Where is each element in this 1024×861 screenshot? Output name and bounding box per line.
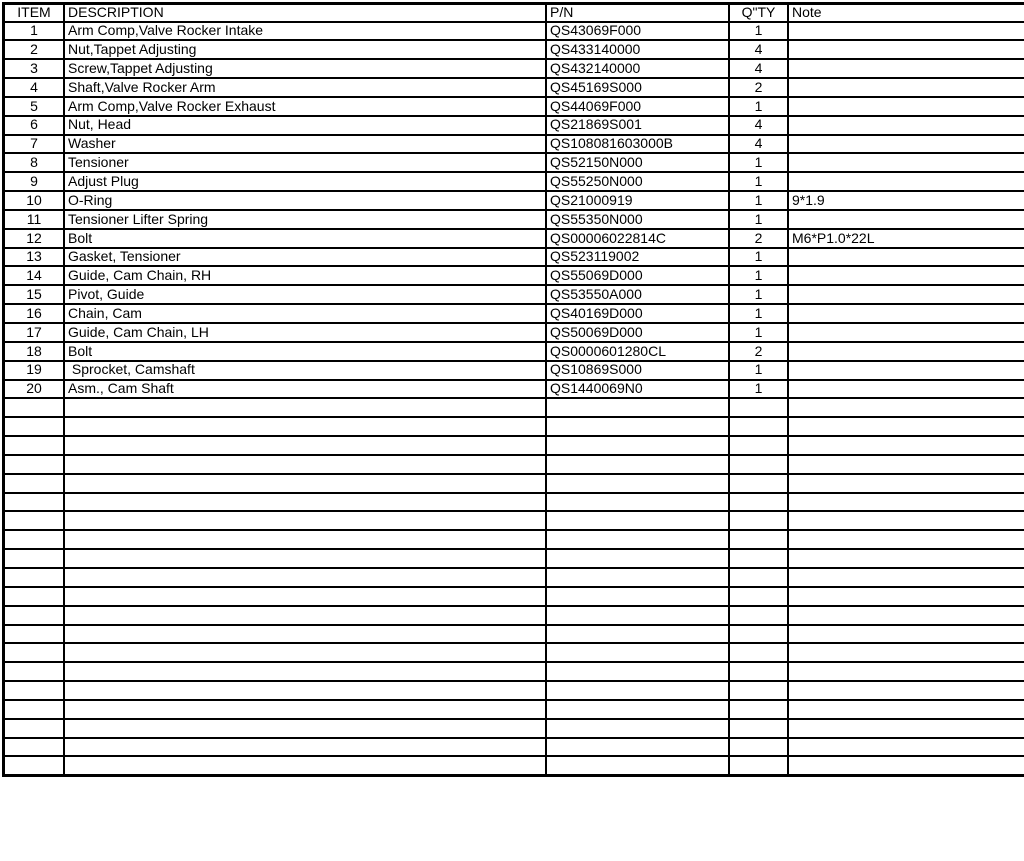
empty-cell <box>788 700 1024 719</box>
empty-cell <box>546 756 729 775</box>
empty-cell <box>729 455 788 474</box>
cell-qty: 1 <box>729 153 788 172</box>
empty-cell <box>729 681 788 700</box>
cell-qty: 1 <box>729 304 788 323</box>
empty-cell <box>788 398 1024 417</box>
empty-cell <box>729 625 788 644</box>
empty-row <box>4 587 1024 606</box>
empty-cell <box>546 738 729 757</box>
cell-note <box>788 78 1024 97</box>
table-row <box>4 229 1024 248</box>
empty-cell <box>729 417 788 436</box>
empty-cell <box>788 549 1024 568</box>
cell-item: 4 <box>4 78 65 97</box>
table-row <box>4 22 1024 41</box>
empty-row <box>4 681 1024 700</box>
empty-cell <box>546 643 729 662</box>
cell-qty: 1 <box>729 266 788 285</box>
cell-item: 12 <box>4 229 65 248</box>
cell-item: 14 <box>4 266 65 285</box>
parts-table <box>2 2 1024 777</box>
cell-item: 1 <box>4 22 65 41</box>
empty-cell <box>546 587 729 606</box>
cell-note <box>788 342 1024 361</box>
empty-cell <box>729 756 788 775</box>
cell-description: Screw,Tappet Adjusting <box>64 59 546 78</box>
empty-cell <box>788 511 1024 530</box>
empty-cell <box>4 436 65 455</box>
empty-cell <box>729 549 788 568</box>
cell-item: 11 <box>4 210 65 229</box>
empty-cell <box>64 493 546 512</box>
column-header-qty: Q"TY <box>729 4 788 22</box>
cell-description: Tensioner Lifter Spring <box>64 210 546 229</box>
empty-cell <box>64 474 546 493</box>
empty-row <box>4 568 1024 587</box>
empty-row <box>4 662 1024 681</box>
empty-cell <box>4 511 65 530</box>
cell-qty: 2 <box>729 342 788 361</box>
empty-cell <box>729 511 788 530</box>
empty-row <box>4 549 1024 568</box>
cell-description: Bolt <box>64 342 546 361</box>
empty-cell <box>729 719 788 738</box>
empty-cell <box>546 606 729 625</box>
cell-pn: QS433140000 <box>546 40 729 59</box>
cell-item: 2 <box>4 40 65 59</box>
empty-row <box>4 398 1024 417</box>
empty-cell <box>729 738 788 757</box>
empty-cell <box>729 530 788 549</box>
column-header-note: Note <box>788 4 1024 22</box>
cell-pn: QS523119002 <box>546 248 729 267</box>
cell-qty: 1 <box>729 323 788 342</box>
column-header-description: DESCRIPTION <box>64 4 546 22</box>
empty-cell <box>4 549 65 568</box>
cell-pn: QS40169D000 <box>546 304 729 323</box>
parts-table-header <box>4 4 1024 22</box>
empty-cell <box>788 719 1024 738</box>
table-row <box>4 248 1024 267</box>
empty-row <box>4 643 1024 662</box>
empty-cell <box>729 662 788 681</box>
cell-pn: QS21000919 <box>546 191 729 210</box>
table-row <box>4 191 1024 210</box>
empty-cell <box>4 530 65 549</box>
empty-cell <box>4 455 65 474</box>
cell-note <box>788 135 1024 154</box>
cell-description: Chain, Cam <box>64 304 546 323</box>
cell-description: Nut, Head <box>64 116 546 135</box>
empty-row <box>4 530 1024 549</box>
table-row <box>4 304 1024 323</box>
cell-qty: 4 <box>729 135 788 154</box>
table-row <box>4 380 1024 399</box>
cell-note <box>788 304 1024 323</box>
cell-item: 20 <box>4 380 65 399</box>
cell-description: Arm Comp,Valve Rocker Exhaust <box>64 97 546 116</box>
empty-row <box>4 700 1024 719</box>
empty-cell <box>546 662 729 681</box>
empty-cell <box>546 474 729 493</box>
empty-cell <box>64 436 546 455</box>
empty-cell <box>788 530 1024 549</box>
cell-description: Gasket, Tensioner <box>64 248 546 267</box>
cell-qty: 1 <box>729 361 788 380</box>
table-row <box>4 172 1024 191</box>
cell-description: Sprocket, Camshaft <box>64 361 546 380</box>
empty-cell <box>64 455 546 474</box>
cell-pn: QS00006022814C <box>546 229 729 248</box>
cell-pn: QS55250N000 <box>546 172 729 191</box>
empty-cell <box>4 587 65 606</box>
cell-item: 19 <box>4 361 65 380</box>
empty-cell <box>64 681 546 700</box>
cell-qty: 1 <box>729 248 788 267</box>
cell-pn: QS44069F000 <box>546 97 729 116</box>
cell-note <box>788 361 1024 380</box>
empty-cell <box>546 530 729 549</box>
table-row <box>4 116 1024 135</box>
cell-description: Bolt <box>64 229 546 248</box>
cell-qty: 1 <box>729 191 788 210</box>
cell-note <box>788 116 1024 135</box>
empty-cell <box>4 681 65 700</box>
cell-note <box>788 210 1024 229</box>
cell-description: Arm Comp,Valve Rocker Intake <box>64 22 546 41</box>
empty-row <box>4 719 1024 738</box>
empty-cell <box>546 511 729 530</box>
empty-cell <box>788 756 1024 775</box>
empty-cell <box>546 455 729 474</box>
empty-row <box>4 493 1024 512</box>
table-row <box>4 59 1024 78</box>
empty-cell <box>729 643 788 662</box>
cell-note <box>788 266 1024 285</box>
empty-row <box>4 756 1024 775</box>
cell-description: Guide, Cam Chain, LH <box>64 323 546 342</box>
empty-cell <box>788 455 1024 474</box>
cell-qty: 1 <box>729 172 788 191</box>
table-row <box>4 285 1024 304</box>
empty-cell <box>4 568 65 587</box>
cell-note <box>788 153 1024 172</box>
cell-qty: 1 <box>729 380 788 399</box>
empty-cell <box>546 417 729 436</box>
table-row <box>4 153 1024 172</box>
empty-cell <box>729 568 788 587</box>
cell-description: Tensioner <box>64 153 546 172</box>
cell-description: Shaft,Valve Rocker Arm <box>64 78 546 97</box>
empty-cell <box>546 625 729 644</box>
empty-cell <box>4 662 65 681</box>
empty-cell <box>729 493 788 512</box>
empty-cell <box>788 606 1024 625</box>
empty-cell <box>64 625 546 644</box>
cell-note <box>788 285 1024 304</box>
cell-pn: QS53550A000 <box>546 285 729 304</box>
cell-description: Adjust Plug <box>64 172 546 191</box>
cell-note <box>788 40 1024 59</box>
cell-pn: QS10869S000 <box>546 361 729 380</box>
cell-pn: QS0000601280CL <box>546 342 729 361</box>
table-row <box>4 323 1024 342</box>
empty-cell <box>729 436 788 455</box>
cell-pn: QS21869S001 <box>546 116 729 135</box>
empty-cell <box>788 587 1024 606</box>
empty-cell <box>546 568 729 587</box>
empty-cell <box>729 700 788 719</box>
empty-cell <box>64 587 546 606</box>
cell-note <box>788 22 1024 41</box>
empty-row <box>4 606 1024 625</box>
cell-note <box>788 172 1024 191</box>
cell-note <box>788 59 1024 78</box>
cell-description: Washer <box>64 135 546 154</box>
empty-cell <box>788 474 1024 493</box>
empty-cell <box>788 417 1024 436</box>
empty-cell <box>4 417 65 436</box>
cell-qty: 1 <box>729 210 788 229</box>
cell-pn: QS50069D000 <box>546 323 729 342</box>
cell-note: M6*P1.0*22L <box>788 229 1024 248</box>
empty-row <box>4 436 1024 455</box>
empty-cell <box>788 681 1024 700</box>
empty-cell <box>788 493 1024 512</box>
cell-description: Nut,Tappet Adjusting <box>64 40 546 59</box>
empty-cell <box>64 568 546 587</box>
table-row <box>4 78 1024 97</box>
empty-cell <box>788 643 1024 662</box>
cell-qty: 2 <box>729 229 788 248</box>
cell-note <box>788 97 1024 116</box>
cell-qty: 4 <box>729 40 788 59</box>
cell-qty: 2 <box>729 78 788 97</box>
empty-cell <box>546 436 729 455</box>
cell-item: 3 <box>4 59 65 78</box>
empty-row <box>4 474 1024 493</box>
cell-item: 13 <box>4 248 65 267</box>
cell-pn: QS108081603000B <box>546 135 729 154</box>
table-row <box>4 40 1024 59</box>
cell-pn: QS45169S000 <box>546 78 729 97</box>
empty-cell <box>729 587 788 606</box>
cell-qty: 1 <box>729 97 788 116</box>
cell-item: 10 <box>4 191 65 210</box>
cell-pn: QS1440069N0 <box>546 380 729 399</box>
empty-cell <box>546 549 729 568</box>
empty-cell <box>4 474 65 493</box>
empty-cell <box>546 719 729 738</box>
empty-cell <box>4 398 65 417</box>
empty-cell <box>64 398 546 417</box>
table-row <box>4 97 1024 116</box>
empty-cell <box>64 719 546 738</box>
empty-cell <box>788 568 1024 587</box>
cell-description: Guide, Cam Chain, RH <box>64 266 546 285</box>
cell-pn: QS55350N000 <box>546 210 729 229</box>
empty-row <box>4 738 1024 757</box>
empty-cell <box>4 643 65 662</box>
cell-item: 6 <box>4 116 65 135</box>
column-header-item: ITEM <box>4 4 65 22</box>
cell-pn: QS432140000 <box>546 59 729 78</box>
empty-cell <box>64 700 546 719</box>
empty-cell <box>788 436 1024 455</box>
cell-note <box>788 248 1024 267</box>
empty-cell <box>546 681 729 700</box>
cell-pn: QS55069D000 <box>546 266 729 285</box>
table-row <box>4 135 1024 154</box>
column-header-pn: P/N <box>546 4 729 22</box>
cell-note <box>788 323 1024 342</box>
cell-qty: 1 <box>729 285 788 304</box>
empty-cell <box>64 662 546 681</box>
header-row <box>4 4 1024 22</box>
empty-cell <box>4 493 65 512</box>
cell-item: 7 <box>4 135 65 154</box>
table-row <box>4 361 1024 380</box>
cell-note: 9*1.9 <box>788 191 1024 210</box>
cell-item: 17 <box>4 323 65 342</box>
empty-row <box>4 625 1024 644</box>
empty-cell <box>729 606 788 625</box>
empty-cell <box>788 662 1024 681</box>
empty-row <box>4 417 1024 436</box>
table-row <box>4 342 1024 361</box>
empty-cell <box>788 738 1024 757</box>
empty-cell <box>4 738 65 757</box>
empty-cell <box>546 398 729 417</box>
empty-cell <box>64 417 546 436</box>
empty-cell <box>64 511 546 530</box>
empty-cell <box>4 625 65 644</box>
parts-table-body <box>4 22 1024 776</box>
empty-cell <box>546 493 729 512</box>
empty-cell <box>4 606 65 625</box>
empty-cell <box>729 398 788 417</box>
cell-qty: 4 <box>729 116 788 135</box>
cell-description: Asm., Cam Shaft <box>64 380 546 399</box>
cell-item: 8 <box>4 153 65 172</box>
cell-item: 16 <box>4 304 65 323</box>
empty-cell <box>4 700 65 719</box>
empty-cell <box>64 606 546 625</box>
cell-qty: 1 <box>729 22 788 41</box>
empty-cell <box>788 625 1024 644</box>
empty-cell <box>64 530 546 549</box>
cell-item: 9 <box>4 172 65 191</box>
empty-row <box>4 455 1024 474</box>
empty-row <box>4 511 1024 530</box>
empty-cell <box>64 549 546 568</box>
empty-cell <box>4 756 65 775</box>
empty-cell <box>4 719 65 738</box>
table-row <box>4 210 1024 229</box>
empty-cell <box>64 643 546 662</box>
empty-cell <box>64 756 546 775</box>
cell-item: 18 <box>4 342 65 361</box>
cell-item: 5 <box>4 97 65 116</box>
cell-item: 15 <box>4 285 65 304</box>
empty-cell <box>64 738 546 757</box>
empty-cell <box>546 700 729 719</box>
empty-cell <box>729 474 788 493</box>
cell-pn: QS43069F000 <box>546 22 729 41</box>
cell-description: Pivot, Guide <box>64 285 546 304</box>
cell-qty: 4 <box>729 59 788 78</box>
cell-description: O-Ring <box>64 191 546 210</box>
cell-pn: QS52150N000 <box>546 153 729 172</box>
table-row <box>4 266 1024 285</box>
cell-note <box>788 380 1024 399</box>
